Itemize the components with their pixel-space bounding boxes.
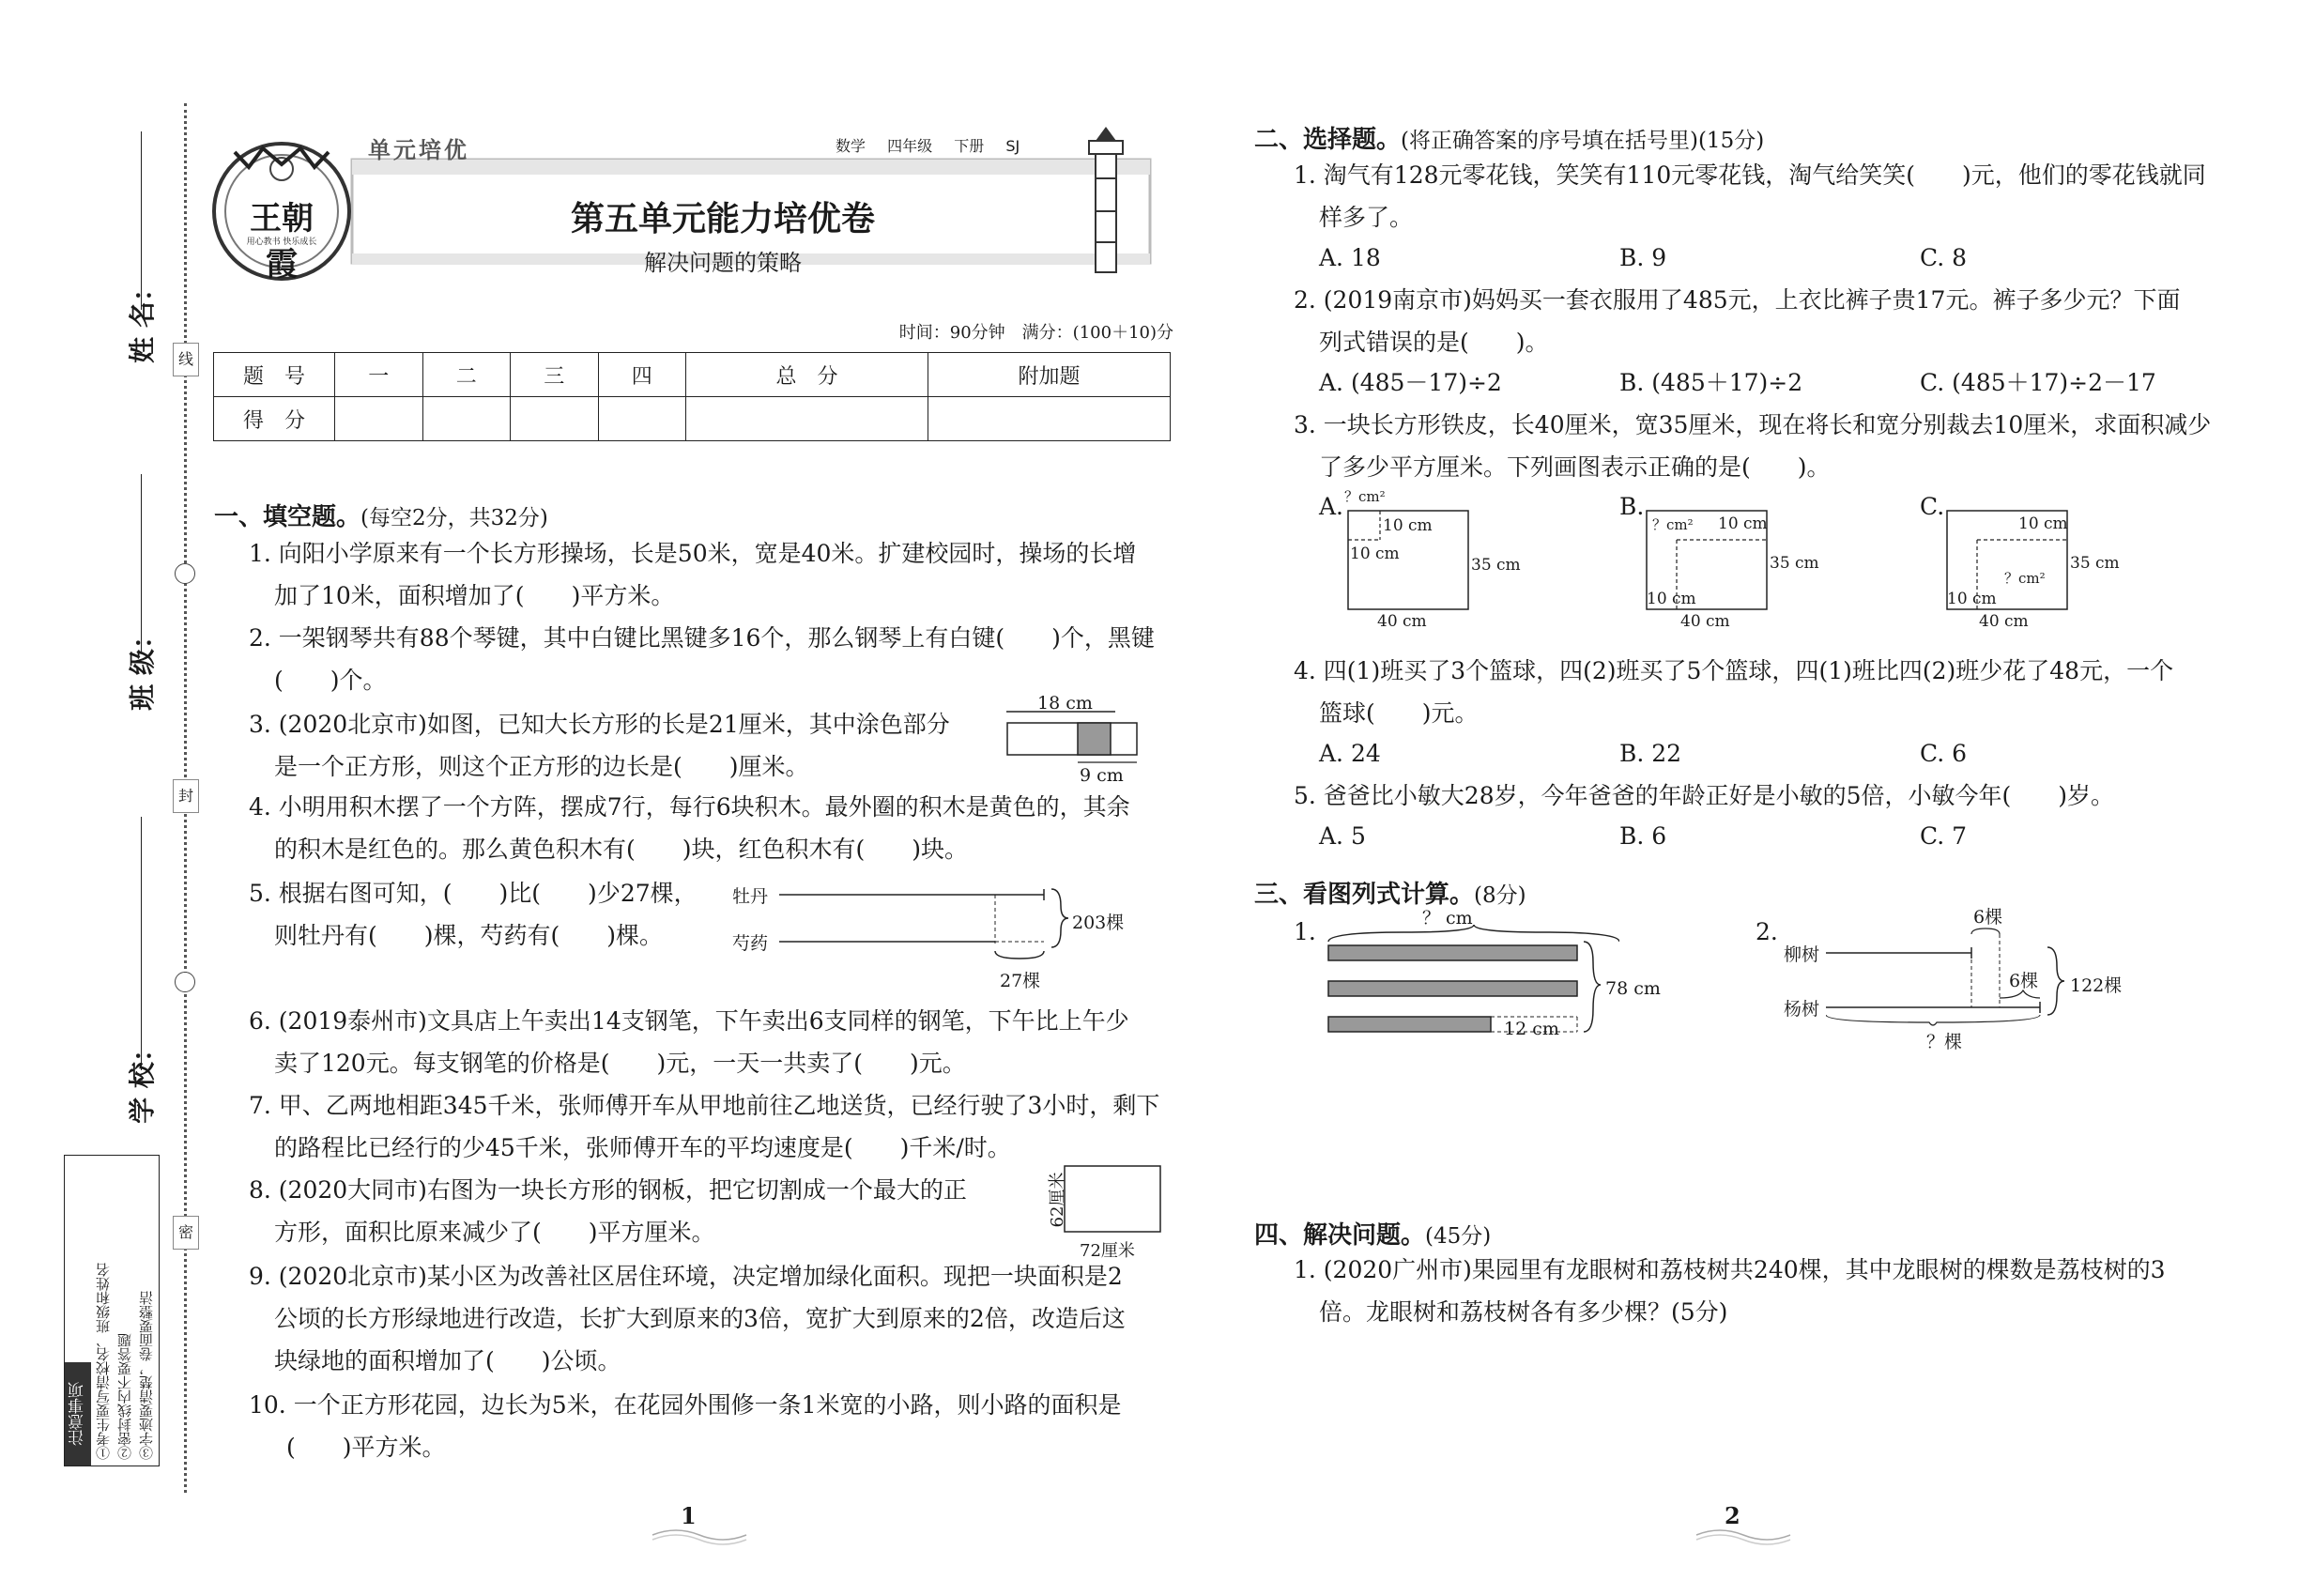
p2-q3-b-q: ？cm² <box>1652 516 1694 533</box>
p2-q1-line2: 样多了。 <box>1319 204 1414 231</box>
p3-f2-number: 2. <box>1756 918 1778 945</box>
brand-name: 王朝霞 <box>250 200 314 284</box>
part4-note: (45分) <box>1425 1224 1492 1249</box>
p1-q5-line2: 则牡丹有( )棵，芍药有( )棵。 <box>274 922 664 949</box>
p2-q4-opt-c[interactable]: C. 6 <box>1920 740 1968 767</box>
p1-q5-figure <box>779 878 1080 976</box>
p3-f2-bottom-label: ？棵 <box>1926 1032 1963 1052</box>
p2-q2-opt-c[interactable]: C. (485＋17)÷2－17 <box>1920 369 2156 396</box>
score-cell[interactable] <box>686 397 928 441</box>
p2-q3-opt-a-label[interactable]: A. <box>1319 493 1344 520</box>
meta-edition: SJ <box>1005 137 1020 155</box>
p1-q5-line1: 5. 根据右图可知，( )比( )少27棵， <box>249 880 698 907</box>
p2-q2-line1: 2. (2019南京市)妈妈买一套衣服用了485元，上衣比裤子贵17元。裤子多少元？下面 <box>1294 286 2181 314</box>
p2-q3-a-w: 40 cm <box>1377 612 1427 631</box>
p2-q3-c-ten2: 10 cm <box>1947 590 1997 608</box>
page-number-right: 2 <box>1725 1502 1740 1529</box>
p1-q3-line1: 3. (2020北京市)如图，已知大长方形的长是21厘米，其中涂色部分 <box>249 711 950 738</box>
p2-q3-c-ten1: 10 cm <box>2018 514 2068 533</box>
p2-q5-opt-c[interactable]: C. 7 <box>1920 822 1968 850</box>
meta-subject: 数学 <box>836 137 866 155</box>
binding-cut-mark-2: 封 <box>173 779 199 813</box>
p1-q9-line2: 公顷的长方形绿地进行改造，长扩大到原来的3倍，宽扩大到原来的2倍，改造后这 <box>274 1305 1126 1332</box>
p1-q6-line1: 6. (2019泰州市)文具店上午卖出14支钢笔，下午卖出6支同样的钢笔，下午比上午少 <box>249 1007 1129 1035</box>
meta-grade: 四年级 <box>887 137 933 155</box>
p1-q9-line1: 9. (2020北京市)某小区为改善社区居住环境，决定增加绿化面积。现把一块面积是2 <box>249 1263 1123 1290</box>
p2-q2-line2: 列式错误的是( )。 <box>1319 329 1549 356</box>
header-meta <box>836 134 1020 156</box>
p2-q3-a-q: ？cm² <box>1344 488 1386 505</box>
score-cell[interactable] <box>598 397 686 441</box>
page-number-left: 1 <box>681 1502 697 1529</box>
p3-f2-willow-label: 柳树 <box>1784 944 1820 965</box>
p1-q5-peony-label: 牡丹 <box>732 886 769 907</box>
p4-q1-line1: 1. (2020广州市)果园里有龙眼树和荔枝树共240棵，其中龙眼树的棵数是荔枝树的3 <box>1294 1256 2166 1283</box>
p3-f1-diff-label: 12 cm <box>1504 1019 1559 1039</box>
p2-q1-opt-a[interactable]: A. 18 <box>1319 244 1381 271</box>
p1-q1-line2: 加了10米，面积增加了( )平方米。 <box>274 582 675 609</box>
binding-cut-mark-1: 线 <box>173 343 199 376</box>
part1-note: (每空2分，共32分) <box>360 506 548 530</box>
p2-q1-line1: 1. 淘气有128元零花钱，笑笑有110元零花钱，淘气给笑笑( )元，他们的零花钱就同 <box>1294 161 2206 189</box>
p2-q3-a-h: 35 cm <box>1471 556 1521 575</box>
brand-slogan: 用心教书 快乐成长 <box>246 238 317 247</box>
notice-item-1: ①考生要写清校名、班级和姓名 <box>95 1263 112 1460</box>
p2-q4-line1: 4. 四(1)班买了3个篮球，四(2)班买了5个篮球，四(1)班比四(2)班少花了48元，一个 <box>1294 657 2174 684</box>
p2-q3-b-h: 35 cm <box>1770 554 1819 573</box>
time-score: 时间：90分钟 满分：(100＋10)分 <box>898 323 1173 343</box>
notice-title: 注意事项 <box>65 1362 91 1466</box>
part2-heading: 二、选择题。(将正确答案的序号填在括号里)(15分) <box>1254 126 1765 154</box>
score-header-cell: 一 <box>335 353 423 397</box>
p3-f2-total-label: 122棵 <box>2070 975 2123 996</box>
p3-figure-2 <box>1826 925 2089 1037</box>
meta-volume: 下册 <box>954 137 985 155</box>
p2-q3-c-w: 40 cm <box>1979 612 2029 631</box>
p1-q4-line1: 4. 小明用积木摆了一个方阵，摆成7行，每行6块积木。最外圈的积木是黄色的，其余 <box>249 793 1130 821</box>
page-ornament-left <box>648 1521 751 1549</box>
p3-f2-poplar-label: 杨树 <box>1784 999 1820 1020</box>
p1-q10-line2: ( )平方米。 <box>286 1434 446 1461</box>
binding-hole-1 <box>175 563 195 584</box>
class-label: 班 级： <box>127 622 158 711</box>
p2-q2-opt-b[interactable]: B. (485＋17)÷2 <box>1619 369 1803 396</box>
p3-f1-top-label: ？ cm <box>1422 908 1473 928</box>
score-header-cell: 二 <box>422 353 511 397</box>
p1-q8-side-label: 62厘米 <box>1048 1172 1067 1228</box>
score-table <box>213 352 1171 441</box>
p2-q5-opt-a[interactable]: A. 5 <box>1319 822 1366 850</box>
p1-q8-figure <box>1061 1162 1164 1237</box>
p3-f1-total-label: 78 cm <box>1605 978 1661 999</box>
name-label: 姓 名： <box>127 275 158 363</box>
page-subtitle: 解决问题的策略 <box>644 250 802 276</box>
part4-heading: 四、解决问题。(45分) <box>1254 1221 1492 1250</box>
p1-q10-line1: 10. 一个正方形花园，边长为5米，在花园外围修一条1米宽的小路，则小路的面积是 <box>249 1391 1122 1419</box>
p1-q3-top-label: 18 cm <box>1037 693 1093 714</box>
p2-q3-b-w: 40 cm <box>1680 612 1730 631</box>
p2-q4-opt-a[interactable]: A. 24 <box>1319 740 1381 767</box>
p1-q2-line2: ( )个。 <box>274 667 387 694</box>
p3-f2-mid-label: 6棵 <box>2009 971 2039 991</box>
p2-q3-a-ten1: 10 cm <box>1383 516 1433 535</box>
p1-q5-herb-label: 芍药 <box>732 933 769 954</box>
p3-f1-number: 1. <box>1294 918 1316 945</box>
series-label: 单元培优 <box>368 137 469 163</box>
p2-q3-b-ten1: 10 cm <box>1718 514 1768 533</box>
p1-q5-total-label: 203棵 <box>1072 913 1125 933</box>
part3-note: (8分) <box>1474 883 1526 908</box>
p2-q5-line1: 5. 爸爸比小敏大28岁，今年爸爸的年龄正好是小敏的5倍，小敏今年( )岁。 <box>1294 782 2115 809</box>
p1-q4-line2: 的积木是红色的。那么黄色积木有( )块，红色积木有( )块。 <box>274 836 969 863</box>
p2-q1-opt-b[interactable]: B. 9 <box>1619 244 1667 271</box>
p1-q5-diff-label: 27棵 <box>1000 971 1041 991</box>
page-title: 第五单元能力培优卷 <box>570 200 875 238</box>
p2-q3-c-q: ？cm² <box>2004 570 2046 587</box>
p1-q2-line1: 2. 一架钢琴共有88个琴键，其中白键比黑键多16个，那么钢琴上有白键( )个，黑键 <box>249 624 1155 652</box>
p1-q6-line2: 卖了120元。每支钢笔的价格是( )元，一天一共卖了( )元。 <box>274 1050 966 1077</box>
score-cell[interactable] <box>335 397 423 441</box>
p1-q8-bottom-label: 72厘米 <box>1080 1241 1135 1261</box>
p3-figure-1 <box>1319 925 1619 1037</box>
notice-item-3: ③字迹要清楚，卷面要整洁 <box>138 1291 155 1460</box>
binding-hole-2 <box>175 972 195 992</box>
notice-box <box>64 1155 160 1466</box>
notice-item-2: ②密封线内不要答题 <box>116 1333 133 1460</box>
score-header-cell: 四 <box>598 353 686 397</box>
p2-q3-opt-c-label[interactable]: C. <box>1920 493 1945 520</box>
part1-heading: 一、填空题。(每空2分，共32分) <box>214 503 548 531</box>
p1-q7-line2: 的路程比已经行的少45千米，张师傅开车的平均速度是( )千米/时。 <box>274 1134 1011 1161</box>
p4-answer-area[interactable] <box>1294 1343 2223 1483</box>
p2-q3-line2: 了多少平方厘米。下列画图表示正确的是( )。 <box>1319 453 1831 481</box>
p1-q8-line2: 方形，面积比原来减少了( )平方厘米。 <box>274 1219 715 1246</box>
page-ornament-right <box>1692 1521 1795 1549</box>
p2-q2-opt-a[interactable]: A. (485－17)÷2 <box>1319 369 1502 396</box>
part2-note: (将正确答案的序号填在括号里)(15分) <box>1401 129 1765 153</box>
p2-q4-opt-b[interactable]: B. 22 <box>1619 740 1682 767</box>
p1-q3-line2: 是一个正方形，则这个正方形的边长是( )厘米。 <box>274 753 809 780</box>
p2-q3-opt-b-label[interactable]: B. <box>1619 493 1645 520</box>
score-header-cell: 总 分 <box>686 353 928 397</box>
p4-q1-line2: 倍。龙眼树和荔枝树各有多少棵？(5分) <box>1319 1298 1728 1326</box>
score-row-label: 得 分 <box>214 397 335 441</box>
part3-heading: 三、看图列式计算。(8分) <box>1254 881 1526 909</box>
p2-q1-opt-c[interactable]: C. 8 <box>1920 244 1968 271</box>
p2-q3-a-ten2: 10 cm <box>1350 545 1400 563</box>
p2-q3-c-h: 35 cm <box>2070 554 2120 573</box>
p1-q7-line1: 7. 甲、乙两地相距345千米，张师傅开车从甲地前往乙地送货，已经行驶了3小时，剩下 <box>249 1092 1160 1119</box>
score-cell[interactable] <box>511 397 599 441</box>
p3-f2-top-label: 6棵 <box>1973 907 2003 928</box>
score-cell[interactable] <box>928 397 1170 441</box>
p2-q3-line1: 3. 一块长方形铁皮，长40厘米，宽35厘米，现在将长和宽分别裁去10厘米，求面积减少 <box>1294 411 2212 438</box>
school-label: 学 校： <box>127 1036 158 1124</box>
score-header-cell: 附加题 <box>928 353 1170 397</box>
score-cell[interactable] <box>422 397 511 441</box>
score-header-cell: 三 <box>511 353 599 397</box>
p2-q5-opt-b[interactable]: B. 6 <box>1619 822 1667 850</box>
binding-cut-mark-3: 密 <box>173 1216 199 1250</box>
p1-q1-line1: 1. 向阳小学原来有一个长方形操场，长是50米，宽是40米。扩建校园时，操场的长增 <box>249 540 1137 567</box>
score-header-cell: 题 号 <box>214 353 335 397</box>
p2-q4-line2: 篮球( )元。 <box>1319 699 1479 727</box>
p2-q3-b-ten2: 10 cm <box>1647 590 1696 608</box>
p1-q3-bottom-label: 9 cm <box>1080 765 1124 786</box>
p1-q9-line3: 块绿地的面积增加了( )公顷。 <box>274 1347 621 1374</box>
p1-q8-line1: 8. (2020大同市)右图为一块长方形的钢板，把它切割成一个最大的正 <box>249 1176 967 1204</box>
